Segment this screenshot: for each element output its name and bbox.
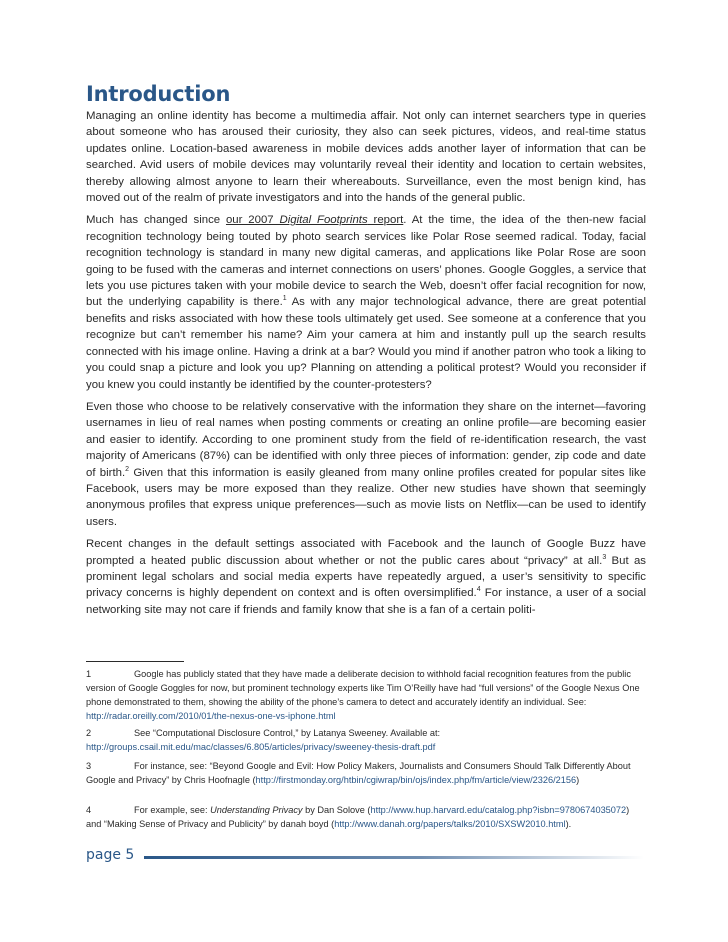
- footnote-ref-2: 2: [125, 465, 130, 473]
- footnote-text-pre: For example, see:: [134, 805, 211, 815]
- footnote-text: For instance, see: “Beyond Google and Evil: How Policy Makers, Journalists and Consumers Should Talk Differently About Google and Privacy” by Chris Hoofnagle (: [86, 761, 631, 785]
- link-text-post: report: [367, 214, 404, 227]
- link-text-pre: our 2007: [225, 214, 280, 227]
- footnote-ref-3: 3: [602, 553, 607, 561]
- p2-after: As with any major technological advance, there are great potential benefits and risks associated with how these tools ultimately get used. See someone at a conference that you recognize but can’t remember his name? Aim your camera at him and instantly pull up the search results connected with his image online. Having a drink at a bar? Would you mind if another patron who took a liking to you could snap a picture and look you up? Planning on attending a political protest? Would you reconsider if you knew you could instantly be identified by the counter-protesters?: [86, 296, 646, 391]
- footnote-1: [86, 667, 646, 723]
- footnote-divider: [86, 661, 184, 662]
- page-number: page 5: [86, 847, 135, 863]
- footnote-text-mid: by Dan Solove (: [302, 805, 371, 815]
- footnote-4: [86, 803, 646, 831]
- paragraph-1: Managing an online identity has become a multimedia affair. Not only can internet searchers type in queries about someone who has aroused their curiosity, they also can seek pictures, videos, and real-time status updates online. Location-based awareness in mobile devices adds another layer of information that can be searched. Avid users of mobile devices may voluntarily reveal their identity and location to certain websites, thereby allowing almost anyone to learn their whereabouts. Surveillance, even the most benign kind, has moved out of the realm of private investigators and into the hands of the general public.: [86, 110, 646, 205]
- footnote-book-title: Understanding Privacy: [210, 805, 303, 815]
- footnote-number: 1: [86, 669, 92, 679]
- p4-before: Recent changes in the default settings associated with Facebook and the launch of Google Buzz have prompted a heated public discussion about whether or not the public cares about “privacy” at all.: [86, 538, 646, 567]
- footnote-text-after: ).: [565, 819, 572, 829]
- footnote-link-1[interactable]: http://www.hup.harvard.edu/catalog.php?isbn=9780674035072: [370, 805, 627, 815]
- footnote-ref-4: 4: [476, 586, 481, 594]
- paragraph-2: [86, 212, 646, 392]
- paragraph-3: [86, 399, 646, 530]
- footnote-text: Google has publicly stated that they have made a deliberate decision to withhold facial recognition features from the public version of Google Goggles for now, but prominent technology experts like Tim O’Reilly have had “full versions” of the Google Nexus One phone demonstrated to them, showing the ability of the phone’s camera to detect and accurately identify an individual. See:: [86, 669, 640, 707]
- section-heading: Introduction: [86, 82, 231, 106]
- footnote-ref-1: 1: [282, 295, 287, 303]
- p2-before: Much has changed since: [86, 214, 226, 227]
- p3-before: Even those who choose to be relatively conservative with the information they share on the internet—favoring usernames in lieu of real names when posting comments or creating an online profile—are becoming easier and easier to identify. According to one prominent study from the field of re-identification research, the vast majority of Americans (87%) can be identified with only three pieces of information: gender, zip code and date of birth.: [86, 400, 646, 479]
- main-content: [86, 82, 646, 624]
- p4-after: For instance, a user of a social networking site may not care if friends and family know that she is a fan of a certain politi-: [86, 587, 646, 616]
- footnote-number: 2: [86, 728, 92, 738]
- footnote-number: 4: [86, 805, 92, 815]
- digital-footprints-report-link[interactable]: [226, 214, 403, 226]
- footnote-text-mid2: ) and “Making Sense of Privacy and Publicity” by danah boyd (: [86, 805, 630, 829]
- footnote-number: 3: [86, 761, 92, 771]
- p4-mid: But as prominent legal scholars and social media experts have repeatedly argued, a user’s sensitivity to specific privacy concerns is highly dependent on context and is often oversimplified.: [86, 554, 646, 600]
- p3-after: Given that this information is easily gleaned from many online profiles created for popular sites like Facebook, users may be more exposed than they realize. Other new studies have shown that seemingly anonymous profiles that express unique preferences—such as movie lists on Netflix—can be used to identify users.: [86, 466, 646, 528]
- footnote-link-2[interactable]: http://www.danah.org/papers/talks/2010/SXSW2010.html: [334, 819, 566, 829]
- footnote-3: [86, 759, 646, 787]
- footnote-link[interactable]: http://firstmonday.org/htbin/cgiwrap/bin/ojs/index.php/fm/article/view/2326/2156: [255, 775, 577, 785]
- footnote-link[interactable]: http://radar.oreilly.com/2010/01/the-nexus-one-vs-iphone.html: [86, 711, 336, 721]
- footnote-2: [86, 726, 646, 754]
- footnote-text-after: ): [576, 775, 580, 785]
- footer-gradient-bar: [144, 856, 644, 859]
- page-footer: [86, 847, 646, 869]
- footnote-text: See “Computational Disclosure Control,” by Latanya Sweeney. Available at:: [134, 728, 441, 738]
- link-text-italic: Digital Footprints: [279, 214, 368, 227]
- paragraph-4: [86, 536, 646, 618]
- p2-mid: . At the time, the idea of the then-new facial recognition technology being touted by photo search services like Polar Rose seemed radical. Today, facial recognition technology is standard in many new digital cameras, and applications like Polar Rose are soon going to be fused with the cameras and internet connections on users’ phones. Google Goggles, a service that lets you use pictures taken with your mobile device to search the Web, doesn’t offer facial recognition for now, but the underlying capability is there.: [86, 214, 647, 309]
- footnote-link[interactable]: http://groups.csail.mit.edu/mac/classes/6.805/articles/privacy/sweeney-thesis-draft.pdf: [86, 742, 436, 752]
